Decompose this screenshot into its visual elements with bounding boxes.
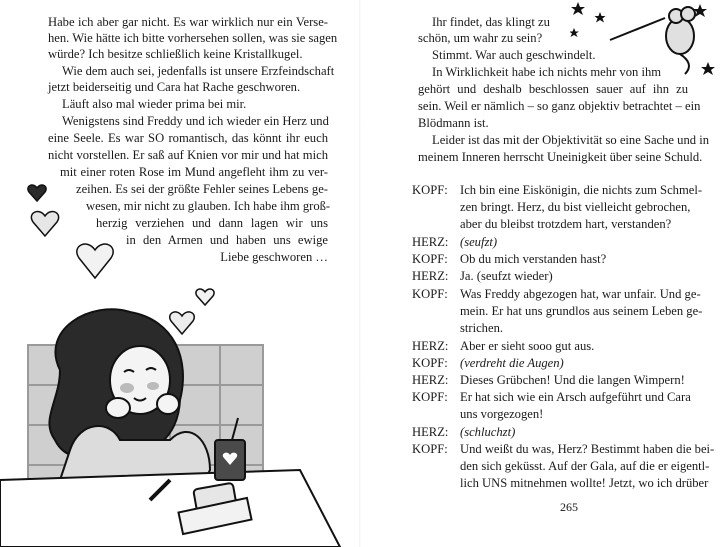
dialog-line: den sich geküsst. Auf der Gala, auf die er eigentl-	[460, 459, 710, 473]
dialog-line: Aber er sieht sooo gut aus.	[460, 339, 595, 353]
text-line: hen. Wie hätte ich bitte vorhersehen sollen, was sie sagen	[48, 31, 338, 45]
star-icon	[595, 12, 606, 23]
dialog-line: Ob du mich verstanden hast?	[460, 252, 607, 266]
heart-icon	[196, 289, 214, 305]
star-icon	[571, 2, 585, 15]
dialog-line: aber du bleibst trotzdem hart, verstanden?	[460, 217, 672, 231]
speaker-label: KOPF:	[412, 287, 448, 301]
text-line: herzig verziehen und dann lagen wir uns	[96, 216, 328, 230]
heart-icon	[31, 212, 58, 236]
text-line: schön, um wahr zu sein?	[418, 31, 543, 45]
text-line: Blödmann ist.	[418, 116, 489, 130]
page-number: 265	[560, 500, 578, 514]
speaker-label: KOPF:	[412, 442, 448, 456]
heart-icon	[28, 185, 46, 201]
text-line: Liebe geschworen …	[220, 250, 328, 264]
speaker-label: KOPF:	[412, 390, 448, 404]
dialog-line: Er hat sich wie ein Arsch aufgeführt und Cara	[460, 390, 691, 404]
dialog-line: (seufzt)	[460, 235, 498, 249]
text-line: Habe ich aber gar nicht. Es war wirklich nur ein Verse-	[48, 15, 328, 29]
speaker-label: KOPF:	[412, 252, 448, 266]
right-page	[360, 0, 720, 547]
text-line: sein. Weil er nämlich – so ganz objektiv betrachtet – ein	[418, 99, 701, 113]
star-icon	[701, 62, 715, 75]
dialog-line: (verdreht die Augen)	[460, 356, 564, 370]
speaker-label: HERZ:	[412, 373, 449, 387]
text-line: gehört und deshalb beschlossen sauer auf ihn zu	[418, 82, 688, 96]
dialog-line: Und weißt du was, Herz? Bestimmt haben die bei-	[460, 442, 715, 456]
text-line: Leider ist das mit der Objektivität so eine Sache und in	[432, 133, 709, 147]
speaker-label: HERZ:	[412, 235, 449, 249]
text-line: mit einer roten Rose im Mund angefleht ihm zu ver-	[60, 165, 328, 179]
speaker-label: KOPF:	[412, 356, 448, 370]
dialog-line: strichen.	[460, 321, 504, 335]
text-line: würde? Ich besitze schließlich keine Kristallkugel.	[48, 47, 303, 61]
text-line: wesen, mir nicht zu glauben. Ich habe ihm groß-	[86, 199, 331, 213]
text-line: zeihen. Es sei der größte Fehler seines Lebens ge-	[76, 182, 328, 196]
text-line: Ihr findet, das klingt zu	[432, 15, 550, 29]
dialog-line: (schluchzt)	[460, 425, 516, 439]
speaker-label: HERZ:	[412, 425, 449, 439]
dialog-line: Dieses Grübchen! Und die langen Wimpern!	[460, 373, 685, 387]
speaker-label: HERZ:	[412, 339, 449, 353]
dialog-line: mein. Er hat uns grundlos aus seinem Leben ge-	[460, 304, 703, 318]
dialog-line: Was Freddy abgezogen hat, war unfair. Und ge-	[460, 287, 701, 301]
speaker-label: HERZ:	[412, 269, 449, 283]
text-line: Stimmt. War auch geschwindelt.	[432, 48, 596, 62]
text-line: eine Seele. Es war SO romantisch, das könnt ihr euch	[48, 131, 328, 145]
star-icon	[570, 28, 579, 37]
dialog-line: Ja. (seufzt wieder)	[460, 269, 553, 283]
speaker-label: KOPF:	[412, 183, 448, 197]
dialog-line: lich UNS mitnehmen wollte! Jetzt, wo ich drüber	[460, 476, 709, 490]
heart-icon	[77, 244, 113, 278]
text-line: in den Armen und haben uns ewige	[126, 233, 328, 247]
text-line: Wenigstens sind Freddy und ich wieder ein Herz und	[62, 114, 329, 128]
text-line: nicht vorstellen. Er saß auf Knien vor mir und hat mich	[48, 148, 328, 162]
text-line: meinem Inneren herrscht Uneinigkeit über seine Schuld.	[418, 150, 703, 164]
dialog-line: uns vorgezogen!	[460, 407, 544, 421]
text-line: jetzt beiderseitig und Cara hat Rache geschworen.	[48, 80, 301, 94]
dialog-line: Ich bin eine Eiskönigin, die nichts zum Schmel-	[460, 183, 703, 197]
dialog-line: zen bringt. Herz, du bist vielleicht gebrochen,	[460, 200, 691, 214]
text-line: In Wirklichkeit habe ich nichts mehr von ihm	[432, 65, 662, 79]
heart-icon	[170, 312, 195, 334]
text-line: Wie dem auch sei, jedenfalls ist unsere Erzfeindschaft	[62, 64, 335, 78]
text-line: Läuft also mal wieder prima bei mir.	[62, 97, 247, 111]
